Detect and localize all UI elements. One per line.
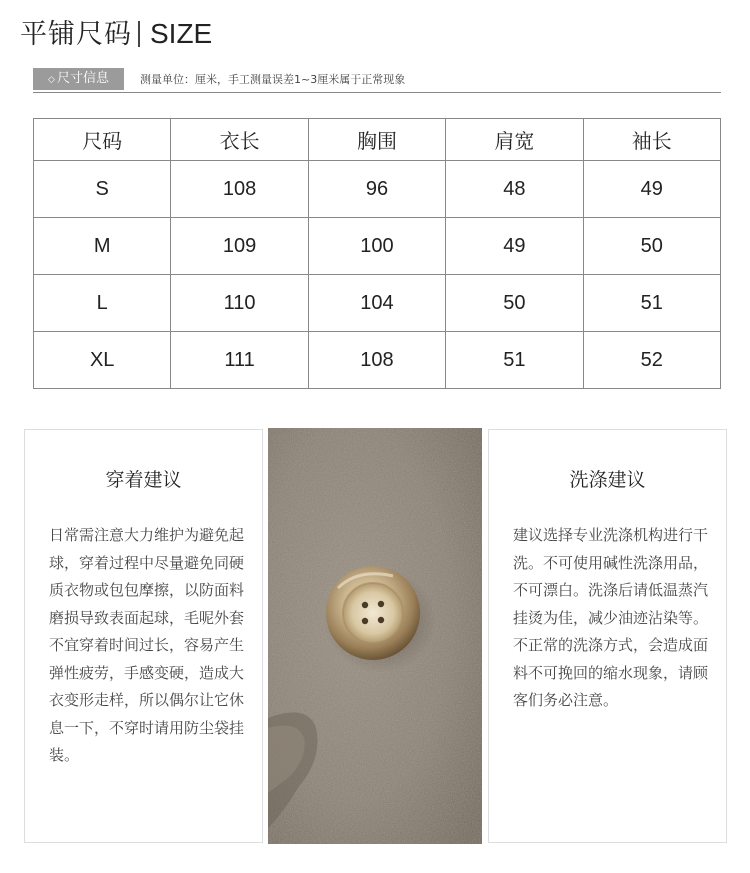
table-cell: 50 [583,218,720,275]
table-cell: 108 [171,161,308,218]
table-cell: 104 [308,275,445,332]
table-row [34,218,721,275]
table-cell: 110 [171,275,308,332]
header-length: 衣长 [171,119,308,161]
table-cell: S [34,161,171,218]
size-info-tag-label: 尺寸信息 [56,71,109,86]
table-cell: 51 [446,332,583,389]
wear-advice-panel [24,429,263,843]
table-cell: M [34,218,171,275]
table-row [34,161,721,218]
table-cell: 50 [446,275,583,332]
table-cell: 108 [308,332,445,389]
size-info-bar [33,68,721,93]
fabric-button-photo [268,428,482,844]
header-size: 尺码 [34,119,171,161]
wear-advice-text: 日常需注意大力维护为避免起球，穿着过程中尽量避免同硬质衣物或包包摩擦，以防面料磨损导致表面起球，毛呢外套不宜穿着时间过长，容易产生弹性疲劳，手感变硬，造成大衣变形走样，所以偶尔让它休息一下，不穿时请用防尘袋挂装。 [49,526,245,764]
table-cell: 52 [583,332,720,389]
wash-advice-text: 建议选择专业洗涤机构进行干洗。不可使用碱性洗涤用品，不可漂白。洗涤后请低温蒸汽挂烫为佳，减少油迹沾染等。不正常的洗涤方式，会造成面料不可挽回的缩水现象，请顾客们务必注意。 [513,526,709,709]
size-table-header [34,119,721,161]
table-cell: L [34,275,171,332]
header-sleeve: 袖长 [583,119,720,161]
table-row [34,332,721,389]
page-title [20,12,212,51]
size-table [33,118,721,389]
measurement-note: 测量单位：厘米，手工测量误差1~3厘米属于正常现象 [140,73,406,86]
title-divider [138,21,140,47]
table-cell: 109 [171,218,308,275]
size-info-tag [33,68,124,90]
table-row [34,275,721,332]
wear-advice-title: 穿着建议 [105,469,182,491]
table-cell: 49 [583,161,720,218]
fabric-button-image [268,428,482,844]
diamond-icon: ◇ [48,75,55,85]
table-cell: 96 [308,161,445,218]
table-cell: XL [34,332,171,389]
table-cell: 100 [308,218,445,275]
wash-advice-title: 洗涤建议 [569,469,646,491]
table-cell: 51 [583,275,720,332]
table-cell: 48 [446,161,583,218]
table-cell: 111 [171,332,308,389]
header-shoulder: 肩宽 [446,119,583,161]
title-chinese: 平铺尺码 [20,19,132,50]
table-cell: 49 [446,218,583,275]
header-chest: 胸围 [308,119,445,161]
wash-advice-panel [488,429,727,843]
title-english: SIZE [150,18,213,49]
